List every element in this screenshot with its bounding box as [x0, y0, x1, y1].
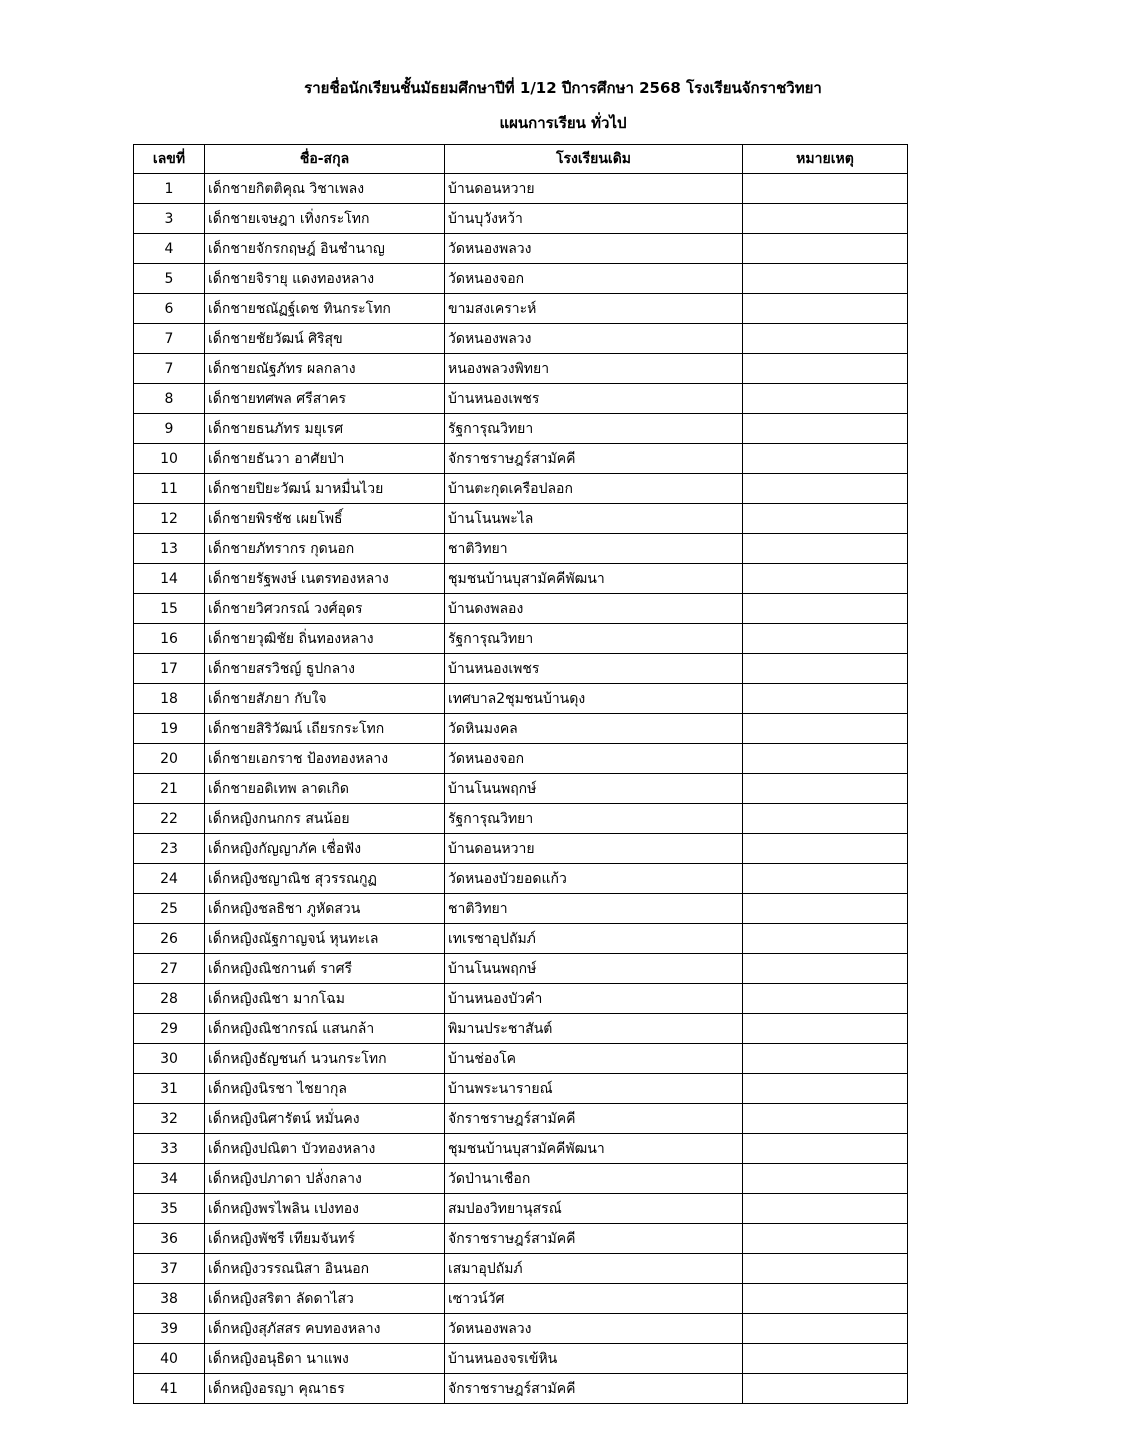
- cell-previous-school: ชาติวิทยา: [445, 894, 743, 924]
- table-row: [134, 714, 908, 744]
- cell-number: 5: [134, 264, 205, 294]
- cell-name: เด็กหญิงพรไพลิน เปงทอง: [205, 1194, 445, 1224]
- document-title: รายชื่อนักเรียนชั้นมัธยมศึกษาปีที่ 1/12 ปีการศึกษา 2568 โรงเรียนจักราชวิทยา: [304, 79, 822, 97]
- table-row: [134, 654, 908, 684]
- cell-name: เด็กหญิงพัชรี เทียมจันทร์: [205, 1224, 445, 1254]
- table-row: [134, 174, 908, 204]
- table-row: [134, 354, 908, 384]
- cell-number: 9: [134, 414, 205, 444]
- table-row: [134, 1254, 908, 1284]
- cell-remarks: [743, 1104, 908, 1134]
- cell-name: เด็กหญิงปณิตา บัวทองหลาง: [205, 1134, 445, 1164]
- cell-previous-school: รัฐการุณวิทยา: [445, 414, 743, 444]
- cell-remarks: [743, 204, 908, 234]
- table-row: [134, 1074, 908, 1104]
- cell-name: เด็กชายสิริวัฒน์ เถียรกระโทก: [205, 714, 445, 744]
- cell-name: เด็กหญิงสริตา ลัดดาไสว: [205, 1284, 445, 1314]
- cell-previous-school: หนองพลวงพิทยา: [445, 354, 743, 384]
- cell-previous-school: บ้านหนองเพชร: [445, 654, 743, 684]
- cell-remarks: [743, 984, 908, 1014]
- cell-number: 14: [134, 564, 205, 594]
- cell-number: 36: [134, 1224, 205, 1254]
- cell-number: 25: [134, 894, 205, 924]
- table-row: [134, 324, 908, 354]
- table-row: [134, 624, 908, 654]
- cell-name: เด็กหญิงชญาณิช สุวรรณกูฏ: [205, 864, 445, 894]
- cell-number: 22: [134, 804, 205, 834]
- table-row: [134, 744, 908, 774]
- cell-name: เด็กหญิงสุภัสสร คบทองหลาง: [205, 1314, 445, 1344]
- cell-previous-school: บ้านพระนารายณ์: [445, 1074, 743, 1104]
- cell-previous-school: ชุมชนบ้านบุสามัคคีพัฒนา: [445, 1134, 743, 1164]
- cell-remarks: [743, 744, 908, 774]
- cell-name: เด็กหญิงณิชา มากโฉม: [205, 984, 445, 1014]
- cell-number: 26: [134, 924, 205, 954]
- cell-number: 23: [134, 834, 205, 864]
- cell-number: 7: [134, 324, 205, 354]
- cell-name: เด็กหญิงชลธิชา ภูหัดสวน: [205, 894, 445, 924]
- cell-remarks: [743, 894, 908, 924]
- cell-number: 11: [134, 474, 205, 504]
- cell-previous-school: วัดหนองพลวง: [445, 1314, 743, 1344]
- document-subtitle: แผนการเรียน ทั่วไป: [499, 114, 627, 132]
- cell-name: เด็กชายวุฒิชัย ถิ่นทองหลาง: [205, 624, 445, 654]
- cell-number: 3: [134, 204, 205, 234]
- cell-previous-school: ชุมชนบ้านบุสามัคคีพัฒนา: [445, 564, 743, 594]
- cell-remarks: [743, 1134, 908, 1164]
- cell-number: 29: [134, 1014, 205, 1044]
- cell-name: เด็กชายชัยวัฒน์ ศิริสุข: [205, 324, 445, 354]
- cell-remarks: [743, 474, 908, 504]
- cell-previous-school: วัดหนองบัวยอดแก้ว: [445, 864, 743, 894]
- cell-remarks: [743, 294, 908, 324]
- table-row: [134, 384, 908, 414]
- cell-name: เด็กชายทศพล ศรีสาคร: [205, 384, 445, 414]
- cell-remarks: [743, 714, 908, 744]
- cell-number: 33: [134, 1134, 205, 1164]
- table-row: [134, 1374, 908, 1404]
- cell-remarks: [743, 1194, 908, 1224]
- cell-previous-school: บ้านหนองบัวคำ: [445, 984, 743, 1014]
- cell-number: 16: [134, 624, 205, 654]
- cell-number: 40: [134, 1344, 205, 1374]
- cell-remarks: [743, 354, 908, 384]
- cell-remarks: [743, 1014, 908, 1044]
- cell-number: 1: [134, 174, 205, 204]
- cell-remarks: [743, 624, 908, 654]
- cell-name: เด็กชายอดิเทพ ลาดเกิด: [205, 774, 445, 804]
- cell-name: เด็กชายจิรายุ แดงทองหลาง: [205, 264, 445, 294]
- cell-name: เด็กชายเจษฎา เทิ่งกระโทก: [205, 204, 445, 234]
- cell-remarks: [743, 414, 908, 444]
- table-row: [134, 1014, 908, 1044]
- cell-previous-school: เทเรซาอุปถัมภ์: [445, 924, 743, 954]
- cell-remarks: [743, 1254, 908, 1284]
- table-row: [134, 1314, 908, 1344]
- cell-previous-school: วัดหินมงคล: [445, 714, 743, 744]
- cell-previous-school: บ้านหนองเพชร: [445, 384, 743, 414]
- cell-name: เด็กชายเอกราช ป้องทองหลาง: [205, 744, 445, 774]
- cell-previous-school: วัดหนองจอก: [445, 264, 743, 294]
- table-row: [134, 954, 908, 984]
- cell-number: 20: [134, 744, 205, 774]
- cell-remarks: [743, 954, 908, 984]
- table-row: [134, 894, 908, 924]
- cell-name: เด็กชายรัฐพงษ์ เนตรทองหลาง: [205, 564, 445, 594]
- cell-previous-school: วัดป่านาเชือก: [445, 1164, 743, 1194]
- cell-number: 27: [134, 954, 205, 984]
- cell-previous-school: เทศบาล2ชุมชนบ้านดุง: [445, 684, 743, 714]
- cell-name: เด็กหญิงปภาดา ปลั่งกลาง: [205, 1164, 445, 1194]
- cell-remarks: [743, 324, 908, 354]
- table-row: [134, 1284, 908, 1314]
- table-row: [134, 564, 908, 594]
- cell-remarks: [743, 684, 908, 714]
- cell-number: 37: [134, 1254, 205, 1284]
- cell-remarks: [743, 654, 908, 684]
- table-row: [134, 414, 908, 444]
- table-row: [134, 684, 908, 714]
- cell-number: 24: [134, 864, 205, 894]
- cell-previous-school: บ้านช่องโค: [445, 1044, 743, 1074]
- header-number: เลขที่: [134, 145, 205, 174]
- table-row: [134, 834, 908, 864]
- cell-name: เด็กหญิงณิชกานต์ ราศรี: [205, 954, 445, 984]
- cell-previous-school: จักราชราษฎร์สามัคคี: [445, 1374, 743, 1404]
- cell-previous-school: บ้านตะกุดเครือปลอก: [445, 474, 743, 504]
- cell-number: 41: [134, 1374, 205, 1404]
- table-row: [134, 534, 908, 564]
- table-row: [134, 234, 908, 264]
- table-row: [134, 774, 908, 804]
- cell-remarks: [743, 1044, 908, 1074]
- cell-number: 35: [134, 1194, 205, 1224]
- cell-previous-school: บ้านโนนพฤกษ์: [445, 774, 743, 804]
- header-name: ชื่อ-สกุล: [205, 145, 445, 174]
- cell-name: เด็กชายปิยะวัฒน์ มาหมื่นไวย: [205, 474, 445, 504]
- cell-number: 31: [134, 1074, 205, 1104]
- cell-remarks: [743, 1344, 908, 1374]
- cell-name: เด็กหญิงอรญา คุณาธร: [205, 1374, 445, 1404]
- table-row: [134, 1224, 908, 1254]
- table-row: [134, 1104, 908, 1134]
- cell-name: เด็กชายภัทรากร กุดนอก: [205, 534, 445, 564]
- table-row: [134, 1134, 908, 1164]
- cell-previous-school: บ้านหนองจรเข้หิน: [445, 1344, 743, 1374]
- cell-name: เด็กหญิงณิชากรณ์ แสนกล้า: [205, 1014, 445, 1044]
- table-row: [134, 864, 908, 894]
- cell-number: 7: [134, 354, 205, 384]
- cell-name: เด็กหญิงอนุธิดา นาแพง: [205, 1344, 445, 1374]
- cell-number: 17: [134, 654, 205, 684]
- table-row: [134, 1164, 908, 1194]
- cell-number: 6: [134, 294, 205, 324]
- cell-previous-school: จักราชราษฎร์สามัคคี: [445, 1224, 743, 1254]
- cell-remarks: [743, 1224, 908, 1254]
- cell-remarks: [743, 774, 908, 804]
- cell-name: เด็กชายวิศวกรณ์ วงศ์อุดร: [205, 594, 445, 624]
- cell-number: 38: [134, 1284, 205, 1314]
- table-header-row: [134, 145, 908, 174]
- cell-remarks: [743, 534, 908, 564]
- cell-remarks: [743, 1164, 908, 1194]
- table-row: [134, 1194, 908, 1224]
- cell-previous-school: บ้านดงพลอง: [445, 594, 743, 624]
- cell-previous-school: รัฐการุณวิทยา: [445, 804, 743, 834]
- cell-remarks: [743, 234, 908, 264]
- cell-remarks: [743, 504, 908, 534]
- header-remarks: หมายเหตุ: [743, 145, 908, 174]
- cell-name: เด็กหญิงนิศารัตน์ หมั่นคง: [205, 1104, 445, 1134]
- cell-previous-school: บ้านบุวังหว้า: [445, 204, 743, 234]
- cell-remarks: [743, 264, 908, 294]
- cell-name: เด็กหญิงนิรชา ไชยากุล: [205, 1074, 445, 1104]
- cell-name: เด็กชายธนภัทร มยุเรศ: [205, 414, 445, 444]
- table-row: [134, 264, 908, 294]
- table-row: [134, 804, 908, 834]
- cell-number: 12: [134, 504, 205, 534]
- cell-name: เด็กหญิงณัฐกาญจน์ หุนทะเล: [205, 924, 445, 954]
- cell-name: เด็กชายสรวิชญ์ ธูปกลาง: [205, 654, 445, 684]
- cell-remarks: [743, 564, 908, 594]
- cell-name: เด็กชายสัภยา กับใจ: [205, 684, 445, 714]
- cell-number: 28: [134, 984, 205, 1014]
- cell-name: เด็กหญิงธัญชนก์ นวนกระโทก: [205, 1044, 445, 1074]
- cell-number: 32: [134, 1104, 205, 1134]
- cell-name: เด็กชายจักรกฤษฎ์ อินชำนาญ: [205, 234, 445, 264]
- cell-name: เด็กชายชณัฏฐ์เดช ทินกระโทก: [205, 294, 445, 324]
- cell-remarks: [743, 1284, 908, 1314]
- cell-number: 10: [134, 444, 205, 474]
- cell-previous-school: ขามสงเคราะห์: [445, 294, 743, 324]
- cell-previous-school: พิมานประชาสันต์: [445, 1014, 743, 1044]
- cell-name: เด็กชายกิตติคุณ วิชาเพลง: [205, 174, 445, 204]
- cell-previous-school: บ้านดอนหวาย: [445, 834, 743, 864]
- cell-previous-school: เซาวน์วัศ: [445, 1284, 743, 1314]
- student-table: [133, 144, 908, 1404]
- cell-remarks: [743, 864, 908, 894]
- cell-name: เด็กชายพิรชัช เผยโพธิ์: [205, 504, 445, 534]
- header-previous-school: โรงเรียนเดิม: [445, 145, 743, 174]
- cell-previous-school: เสมาอุปถัมภ์: [445, 1254, 743, 1284]
- table-row: [134, 504, 908, 534]
- cell-number: 18: [134, 684, 205, 714]
- cell-number: 39: [134, 1314, 205, 1344]
- cell-remarks: [743, 384, 908, 414]
- cell-number: 19: [134, 714, 205, 744]
- cell-previous-school: วัดหนองพลวง: [445, 234, 743, 264]
- table-row: [134, 924, 908, 954]
- table-row: [134, 594, 908, 624]
- cell-number: 21: [134, 774, 205, 804]
- cell-remarks: [743, 924, 908, 954]
- cell-remarks: [743, 444, 908, 474]
- cell-name: เด็กชายธันวา อาศัยป่า: [205, 444, 445, 474]
- table-row: [134, 204, 908, 234]
- cell-name: เด็กหญิงกนกกร สนน้อย: [205, 804, 445, 834]
- table-row: [134, 294, 908, 324]
- cell-remarks: [743, 1374, 908, 1404]
- cell-name: เด็กชายณัฐภัทร ผลกลาง: [205, 354, 445, 384]
- cell-remarks: [743, 804, 908, 834]
- cell-previous-school: จักราชราษฎร์สามัคคี: [445, 444, 743, 474]
- cell-remarks: [743, 1314, 908, 1344]
- cell-previous-school: วัดหนองจอก: [445, 744, 743, 774]
- cell-previous-school: บ้านโนนพะไล: [445, 504, 743, 534]
- cell-previous-school: สมปองวิทยานุสรณ์: [445, 1194, 743, 1224]
- cell-previous-school: บ้านดอนหวาย: [445, 174, 743, 204]
- cell-remarks: [743, 174, 908, 204]
- cell-name: เด็กหญิงกัญญาภัค เชื่อฟัง: [205, 834, 445, 864]
- table-row: [134, 984, 908, 1014]
- cell-previous-school: รัฐการุณวิทยา: [445, 624, 743, 654]
- cell-number: 15: [134, 594, 205, 624]
- cell-previous-school: จักราชราษฎร์สามัคคี: [445, 1104, 743, 1134]
- cell-number: 8: [134, 384, 205, 414]
- cell-remarks: [743, 594, 908, 624]
- cell-previous-school: ชาติวิทยา: [445, 534, 743, 564]
- table-row: [134, 474, 908, 504]
- table-body: [134, 174, 908, 1404]
- cell-number: 4: [134, 234, 205, 264]
- table-row: [134, 444, 908, 474]
- cell-number: 34: [134, 1164, 205, 1194]
- cell-name: เด็กหญิงวรรณนิสา อินนอก: [205, 1254, 445, 1284]
- cell-number: 30: [134, 1044, 205, 1074]
- cell-previous-school: บ้านโนนพฤกษ์: [445, 954, 743, 984]
- cell-remarks: [743, 834, 908, 864]
- table-row: [134, 1044, 908, 1074]
- table-row: [134, 1344, 908, 1374]
- cell-remarks: [743, 1074, 908, 1104]
- cell-number: 13: [134, 534, 205, 564]
- cell-previous-school: วัดหนองพลวง: [445, 324, 743, 354]
